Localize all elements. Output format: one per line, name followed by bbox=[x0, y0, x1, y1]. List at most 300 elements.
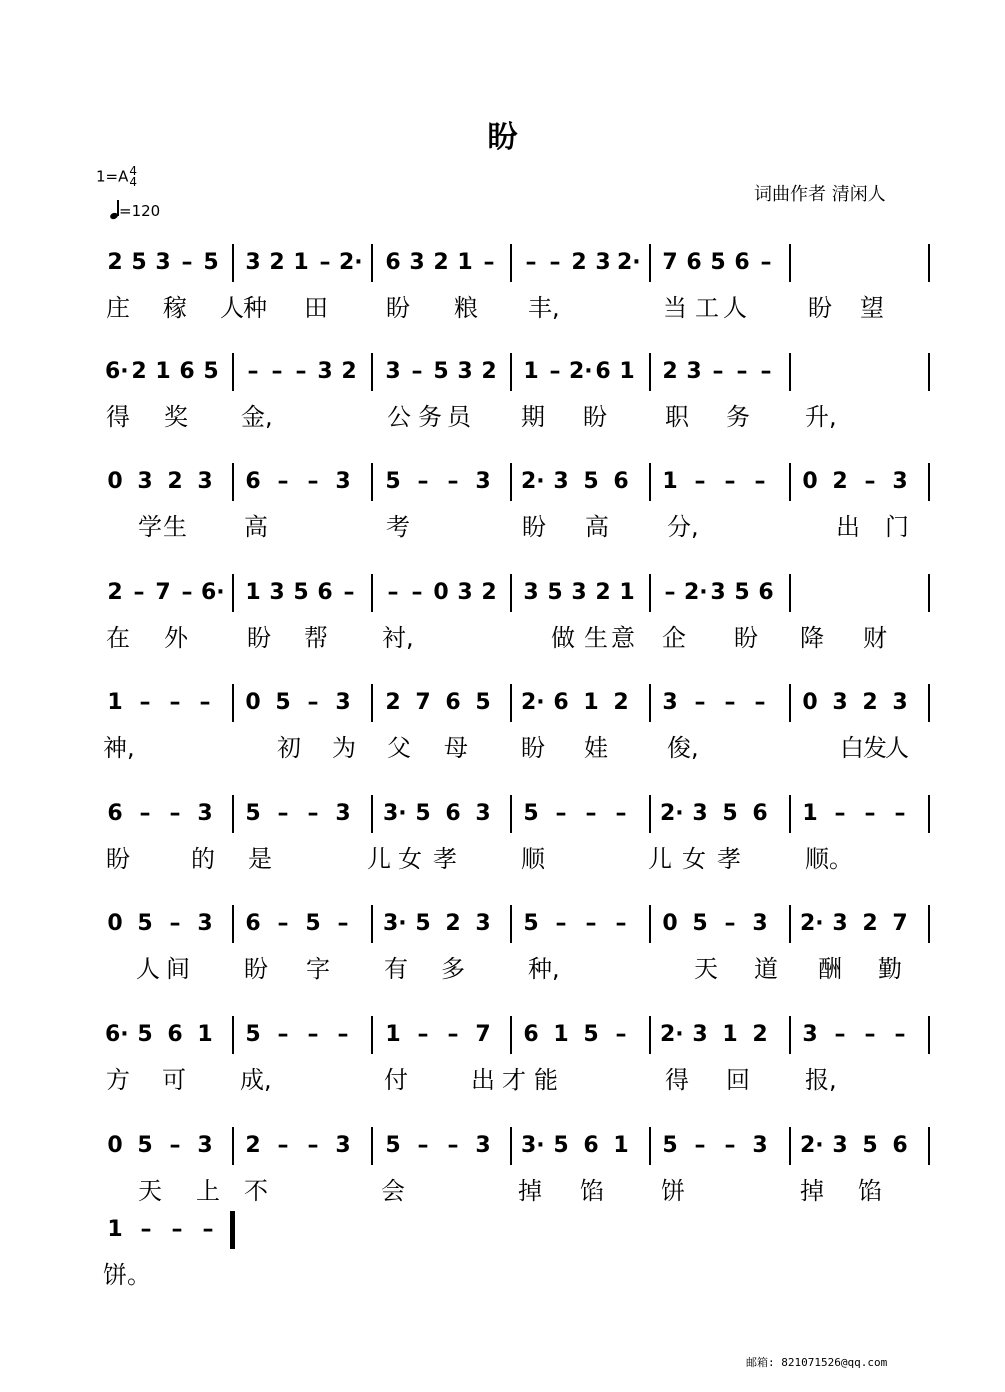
lyric-char: 出 bbox=[471, 1066, 495, 1094]
note: 5 bbox=[862, 1133, 878, 1158]
note: 2 bbox=[481, 580, 497, 605]
note: – bbox=[411, 580, 423, 605]
note: – bbox=[724, 690, 736, 715]
note: 0 bbox=[107, 911, 123, 936]
note: – bbox=[277, 469, 289, 494]
note: 5 bbox=[415, 801, 431, 826]
note: 2 bbox=[481, 359, 497, 384]
barline bbox=[232, 1127, 234, 1165]
lyric-char: 盼 bbox=[521, 734, 545, 762]
note: – bbox=[387, 580, 399, 605]
lyric-char: 回 bbox=[726, 1066, 750, 1094]
note: – bbox=[411, 359, 423, 384]
lyric-char: 做 bbox=[551, 624, 575, 652]
key-signature bbox=[96, 166, 137, 188]
note: 2 bbox=[269, 250, 285, 275]
lyric-char: 可 bbox=[162, 1066, 186, 1094]
note: 3 bbox=[385, 359, 401, 384]
note: – bbox=[277, 1022, 289, 1047]
barline bbox=[928, 244, 930, 282]
note: – bbox=[664, 580, 676, 605]
barline bbox=[789, 463, 791, 501]
note: – bbox=[525, 250, 537, 275]
note: – bbox=[694, 469, 706, 494]
note: 5 bbox=[131, 250, 147, 275]
note: 2 bbox=[107, 250, 123, 275]
lyric-char: 当 bbox=[663, 294, 687, 322]
barline bbox=[371, 574, 373, 612]
note: 7 bbox=[415, 690, 431, 715]
lyric-char: 馅 bbox=[858, 1177, 882, 1205]
note: 6 bbox=[107, 801, 123, 826]
lyric-char: 务 bbox=[726, 403, 750, 431]
lyric-char: 丰, bbox=[528, 294, 560, 322]
lyric-char: 初 bbox=[277, 734, 301, 762]
lyric-char: 有 bbox=[384, 955, 408, 983]
lyric-char: 的 bbox=[191, 845, 215, 873]
lyric-char: 盼 bbox=[583, 403, 607, 431]
barline bbox=[232, 463, 234, 501]
note: – bbox=[140, 1217, 152, 1242]
barline bbox=[371, 1127, 373, 1165]
note: – bbox=[447, 1022, 459, 1047]
lyric-char: 掉 bbox=[800, 1177, 824, 1205]
note: 2· bbox=[660, 801, 684, 826]
note: – bbox=[169, 911, 181, 936]
lyric-char: 报, bbox=[805, 1066, 837, 1094]
note: 2· bbox=[660, 1022, 684, 1047]
barline bbox=[649, 1016, 651, 1054]
lyric-char: 工 bbox=[695, 294, 719, 322]
note: 3 bbox=[197, 801, 213, 826]
barline bbox=[928, 795, 930, 833]
note: 2· bbox=[617, 250, 641, 275]
note: 1 bbox=[583, 690, 599, 715]
note: 6 bbox=[245, 469, 261, 494]
barline bbox=[371, 684, 373, 722]
note: – bbox=[343, 580, 355, 605]
note: – bbox=[864, 469, 876, 494]
barline bbox=[371, 905, 373, 943]
note: – bbox=[199, 690, 211, 715]
note: – bbox=[181, 250, 193, 275]
note: 3 bbox=[475, 469, 491, 494]
lyric-char: 考 bbox=[386, 513, 410, 541]
note: 5 bbox=[137, 911, 153, 936]
note: – bbox=[615, 911, 627, 936]
note: 6· bbox=[105, 359, 129, 384]
barline bbox=[371, 353, 373, 391]
lyric-char: 成, bbox=[240, 1066, 272, 1094]
barline bbox=[789, 353, 791, 391]
lyric-char: 田 bbox=[304, 294, 328, 322]
note: – bbox=[139, 801, 151, 826]
note: 2· bbox=[800, 911, 824, 936]
note: – bbox=[724, 1133, 736, 1158]
barline bbox=[371, 1016, 373, 1054]
note: – bbox=[555, 801, 567, 826]
note: – bbox=[277, 911, 289, 936]
lyric-char: 饼 bbox=[661, 1177, 685, 1205]
lyric-char: 人 bbox=[136, 955, 160, 983]
lyric-char: 神, bbox=[103, 734, 135, 762]
time-signature bbox=[129, 166, 137, 188]
note: 1 bbox=[662, 469, 678, 494]
lyric-char: 儿 bbox=[648, 845, 672, 873]
note: 3 bbox=[335, 690, 351, 715]
note: 3 bbox=[595, 250, 611, 275]
lyric-char: 饼。 bbox=[103, 1261, 151, 1289]
lyric-char: 人 bbox=[885, 734, 909, 762]
lyric-char: 女 bbox=[398, 845, 422, 873]
note: – bbox=[277, 1133, 289, 1158]
note: – bbox=[202, 1217, 214, 1242]
note: – bbox=[171, 1217, 183, 1242]
note: 5 bbox=[385, 469, 401, 494]
note: 7 bbox=[662, 250, 678, 275]
note: 5 bbox=[553, 1133, 569, 1158]
note: 2 bbox=[167, 469, 183, 494]
lyric-char: 发 bbox=[863, 734, 887, 762]
note: 6· bbox=[105, 1022, 129, 1047]
note: 3 bbox=[802, 1022, 818, 1047]
barline bbox=[789, 1127, 791, 1165]
note: 3 bbox=[409, 250, 425, 275]
note: 3 bbox=[752, 1133, 768, 1158]
lyric-char: 能 bbox=[534, 1066, 558, 1094]
note: 3 bbox=[197, 469, 213, 494]
note: – bbox=[585, 801, 597, 826]
note: 6 bbox=[734, 250, 750, 275]
lyric-char: 财 bbox=[863, 624, 887, 652]
note: – bbox=[417, 469, 429, 494]
lyric-char: 员 bbox=[447, 403, 471, 431]
lyric-char: 盼 bbox=[244, 955, 268, 983]
lyric-char: 外 bbox=[164, 624, 188, 652]
note: 5 bbox=[203, 250, 219, 275]
note: 7 bbox=[155, 580, 171, 605]
song-title: 盼 bbox=[487, 120, 518, 155]
note: 2 bbox=[107, 580, 123, 605]
note: 6 bbox=[179, 359, 195, 384]
barline bbox=[510, 244, 512, 282]
barline bbox=[510, 1127, 512, 1165]
note: 3 bbox=[335, 469, 351, 494]
barline bbox=[789, 574, 791, 612]
lyric-char: 意 bbox=[611, 624, 635, 652]
note: 5 bbox=[734, 580, 750, 605]
lyric-char: 门 bbox=[885, 513, 909, 541]
note: – bbox=[337, 911, 349, 936]
lyric-char: 降 bbox=[800, 624, 824, 652]
lyric-char: 盼 bbox=[808, 294, 832, 322]
note: 5 bbox=[722, 801, 738, 826]
barline bbox=[789, 905, 791, 943]
note: 3 bbox=[457, 580, 473, 605]
note: 3 bbox=[686, 359, 702, 384]
barline bbox=[371, 463, 373, 501]
note: 3 bbox=[269, 580, 285, 605]
note: – bbox=[834, 801, 846, 826]
note: 0 bbox=[107, 1133, 123, 1158]
quarter-note-icon bbox=[110, 200, 119, 220]
lyric-char: 粮 bbox=[454, 294, 478, 322]
note: – bbox=[307, 469, 319, 494]
note: 2· bbox=[339, 250, 363, 275]
note: – bbox=[585, 911, 597, 936]
lyric-char: 道 bbox=[754, 955, 778, 983]
note: 1 bbox=[553, 1022, 569, 1047]
note: – bbox=[447, 469, 459, 494]
lyric-char: 馅 bbox=[580, 1177, 604, 1205]
barline bbox=[232, 795, 234, 833]
note: 3 bbox=[692, 801, 708, 826]
lyric-char: 高 bbox=[244, 513, 268, 541]
barline bbox=[649, 574, 651, 612]
note: 2 bbox=[595, 580, 611, 605]
barline bbox=[789, 244, 791, 282]
note: 0 bbox=[802, 690, 818, 715]
barline bbox=[510, 463, 512, 501]
time-sig-bottom: 4 bbox=[129, 175, 138, 189]
note: 5 bbox=[137, 1022, 153, 1047]
note: – bbox=[549, 250, 561, 275]
note: 2 bbox=[433, 250, 449, 275]
note: – bbox=[169, 690, 181, 715]
note: 5 bbox=[245, 1022, 261, 1047]
note: 5 bbox=[415, 911, 431, 936]
note: – bbox=[483, 250, 495, 275]
note: – bbox=[555, 911, 567, 936]
note: 5 bbox=[662, 1133, 678, 1158]
note: – bbox=[307, 690, 319, 715]
lyric-char: 多 bbox=[441, 955, 465, 983]
note: 3 bbox=[197, 1133, 213, 1158]
note: – bbox=[307, 801, 319, 826]
note: 5 bbox=[547, 580, 563, 605]
note: – bbox=[754, 469, 766, 494]
note: 2 bbox=[571, 250, 587, 275]
lyric-char: 顺。 bbox=[805, 845, 853, 873]
lyric-char: 出 bbox=[836, 513, 860, 541]
lyric-char: 女 bbox=[682, 845, 706, 873]
note: 3 bbox=[245, 250, 261, 275]
note: 2· bbox=[521, 469, 545, 494]
note: 3· bbox=[521, 1133, 545, 1158]
note: 1 bbox=[197, 1022, 213, 1047]
barline bbox=[510, 684, 512, 722]
lyric-char: 种, bbox=[528, 955, 560, 983]
note: 7 bbox=[892, 911, 908, 936]
note: 3 bbox=[553, 469, 569, 494]
note: – bbox=[724, 911, 736, 936]
barline bbox=[649, 244, 651, 282]
note: 7 bbox=[475, 1022, 491, 1047]
footer-email: 邮箱: 821071526@qq.com bbox=[746, 1356, 888, 1369]
barline bbox=[232, 1016, 234, 1054]
lyric-char: 庄 bbox=[106, 294, 130, 322]
note: 5 bbox=[583, 469, 599, 494]
lyric-char: 是 bbox=[248, 845, 272, 873]
note: 2 bbox=[862, 911, 878, 936]
lyric-char: 孝 bbox=[717, 845, 741, 873]
lyric-char: 学 bbox=[138, 513, 162, 541]
note: 2 bbox=[445, 911, 461, 936]
note: – bbox=[894, 1022, 906, 1047]
lyric-char: 孝 bbox=[433, 845, 457, 873]
note: 3 bbox=[475, 1133, 491, 1158]
note: 3 bbox=[335, 1133, 351, 1158]
note: 2· bbox=[800, 1133, 824, 1158]
note: – bbox=[181, 580, 193, 605]
note: 0 bbox=[662, 911, 678, 936]
note: 5 bbox=[523, 801, 539, 826]
lyric-char: 在 bbox=[106, 624, 130, 652]
lyric-char: 生 bbox=[584, 624, 608, 652]
barline bbox=[649, 353, 651, 391]
barline bbox=[789, 1016, 791, 1054]
note: 3 bbox=[457, 359, 473, 384]
note: 6 bbox=[317, 580, 333, 605]
lyric-char: 付 bbox=[384, 1066, 408, 1094]
note: 3 bbox=[662, 690, 678, 715]
lyric-char: 公 bbox=[387, 403, 411, 431]
barline bbox=[649, 905, 651, 943]
note: – bbox=[133, 580, 145, 605]
note: 5 bbox=[245, 801, 261, 826]
lyric-char: 望 bbox=[860, 294, 884, 322]
lyric-char: 生 bbox=[163, 513, 187, 541]
note: – bbox=[319, 250, 331, 275]
note: 6· bbox=[201, 580, 225, 605]
barline bbox=[232, 574, 234, 612]
note: – bbox=[615, 801, 627, 826]
barline bbox=[510, 574, 512, 612]
barline bbox=[789, 684, 791, 722]
lyric-char: 务 bbox=[418, 403, 442, 431]
lyric-char: 俊, bbox=[667, 734, 699, 762]
lyric-char: 为 bbox=[332, 734, 356, 762]
lyric-char: 字 bbox=[306, 955, 330, 983]
barline bbox=[510, 1016, 512, 1054]
note: – bbox=[760, 359, 772, 384]
note: – bbox=[277, 801, 289, 826]
note: 6 bbox=[245, 911, 261, 936]
note: 2· bbox=[684, 580, 708, 605]
note: 1 bbox=[619, 580, 635, 605]
note: 1 bbox=[802, 801, 818, 826]
lyric-char: 间 bbox=[166, 955, 190, 983]
note: 0 bbox=[433, 580, 449, 605]
note: 5 bbox=[275, 690, 291, 715]
barline bbox=[510, 795, 512, 833]
note: – bbox=[724, 469, 736, 494]
lyric-char: 上 bbox=[196, 1177, 220, 1205]
note: 5 bbox=[692, 911, 708, 936]
barline bbox=[371, 795, 373, 833]
note: 3 bbox=[832, 1133, 848, 1158]
lyric-char: 职 bbox=[665, 403, 689, 431]
barline bbox=[371, 244, 373, 282]
note: 1 bbox=[293, 250, 309, 275]
note: 3 bbox=[892, 690, 908, 715]
barline bbox=[928, 463, 930, 501]
note: – bbox=[417, 1022, 429, 1047]
barline bbox=[232, 353, 234, 391]
note: 6 bbox=[613, 469, 629, 494]
note: 0 bbox=[107, 469, 123, 494]
note: 2 bbox=[662, 359, 678, 384]
lyric-char: 方 bbox=[106, 1066, 130, 1094]
note: 3 bbox=[710, 580, 726, 605]
note: 1 bbox=[155, 359, 171, 384]
note: 0 bbox=[802, 469, 818, 494]
lyric-char: 天 bbox=[138, 1177, 162, 1205]
note: – bbox=[754, 690, 766, 715]
lyric-char: 得 bbox=[665, 1066, 689, 1094]
barline bbox=[928, 1016, 930, 1054]
note: – bbox=[694, 690, 706, 715]
final-barline bbox=[230, 1211, 235, 1249]
note: 3 bbox=[571, 580, 587, 605]
barline bbox=[649, 684, 651, 722]
note: 0 bbox=[245, 690, 261, 715]
tempo-value: =120 bbox=[119, 202, 161, 220]
barline bbox=[928, 1127, 930, 1165]
note: – bbox=[307, 1133, 319, 1158]
note: 5 bbox=[385, 1133, 401, 1158]
lyric-char: 白 bbox=[840, 734, 864, 762]
note: – bbox=[447, 1133, 459, 1158]
note: 3 bbox=[197, 911, 213, 936]
note: 5 bbox=[137, 1133, 153, 1158]
note: 1 bbox=[457, 250, 473, 275]
lyric-char: 种 bbox=[243, 294, 267, 322]
barline bbox=[232, 684, 234, 722]
lyric-char: 盼 bbox=[734, 624, 758, 652]
barline bbox=[928, 905, 930, 943]
note: 2 bbox=[752, 1022, 768, 1047]
barline bbox=[928, 353, 930, 391]
note: 1 bbox=[523, 359, 539, 384]
note: 3 bbox=[335, 801, 351, 826]
key-label: 1=A bbox=[96, 167, 129, 186]
note: 3 bbox=[692, 1022, 708, 1047]
note: 5 bbox=[475, 690, 491, 715]
lyric-char: 盼 bbox=[247, 624, 271, 652]
lyric-char: 不 bbox=[244, 1177, 268, 1205]
note: 2 bbox=[341, 359, 357, 384]
lyric-char: 盼 bbox=[522, 513, 546, 541]
note: 6 bbox=[758, 580, 774, 605]
note: 6 bbox=[892, 1133, 908, 1158]
lyric-char: 衬, bbox=[382, 624, 414, 652]
note: – bbox=[615, 1022, 627, 1047]
note: 5 bbox=[203, 359, 219, 384]
barline bbox=[649, 795, 651, 833]
note: 6 bbox=[445, 690, 461, 715]
lyric-char: 盼 bbox=[106, 845, 130, 873]
note: 1 bbox=[613, 1133, 629, 1158]
note: 2· bbox=[521, 690, 545, 715]
note: – bbox=[295, 359, 307, 384]
note: 6 bbox=[445, 801, 461, 826]
note: 2 bbox=[131, 359, 147, 384]
note: 3 bbox=[475, 801, 491, 826]
note: 6 bbox=[595, 359, 611, 384]
lyric-char: 分, bbox=[667, 513, 699, 541]
note: 1 bbox=[107, 1217, 123, 1242]
